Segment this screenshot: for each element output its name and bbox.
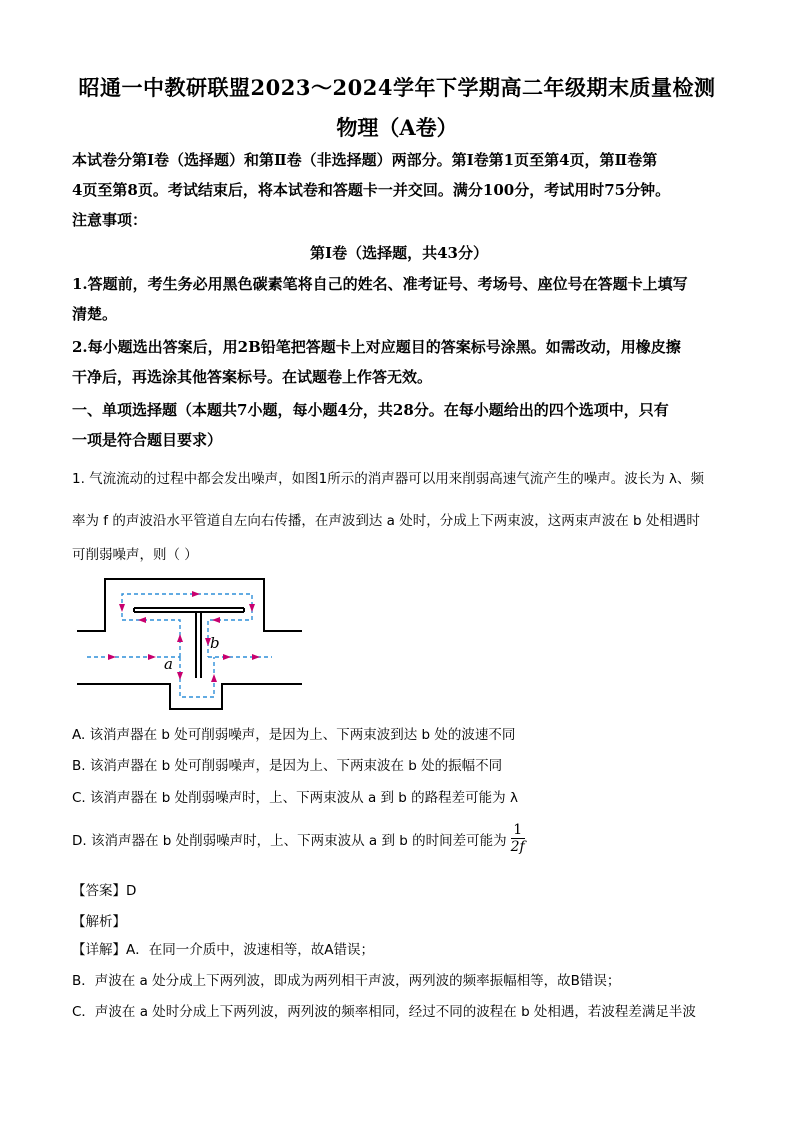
option-d: [72, 822, 732, 855]
note-1-line-1: 1.答题前，考生务必用黑色碳素笔将自己的姓名、准考证号、考场号、座位号在答题卡上填写: [72, 275, 688, 293]
notice-heading: 注意事项：: [72, 211, 148, 229]
point-a-label: a: [164, 655, 173, 673]
analysis-label: 【解析】: [72, 914, 126, 930]
part1-header-line-1: 一、单项选择题（本题共7小题，每小题4分，共28分。在每小题给出的四个选项中，只有: [72, 401, 669, 419]
analysis-line-1: 【详解】A．在同一介质中，波速相等，故A错误；: [72, 942, 374, 958]
question-1-line-3: 可削弱噪声，则（ ）: [72, 547, 198, 563]
fraction-numerator: 1: [511, 822, 525, 839]
muffler-outline: [77, 579, 302, 709]
section1-header: 第Ⅰ卷（选择题，共43分）: [310, 244, 488, 262]
part1-header-line-2: 一项是符合题目要求）: [72, 431, 223, 449]
option-a: A. 该消声器在 b 处可削弱噪声，是因为上、下两束波到达 b 处的波速不同: [72, 727, 516, 743]
intro-line-1: 本试卷分第Ⅰ卷（选择题）和第Ⅱ卷（非选择题）两部分。第Ⅰ卷第1页至第4页，第Ⅱ卷第: [72, 151, 658, 169]
question-1-line-2: 率为 f 的声波沿水平管道自左向右传播，在声波到达 a 处时，分成上下两束波，这两束声波在 b 处相遇时: [72, 513, 700, 529]
exam-subtitle: 物理（A卷）: [336, 115, 458, 140]
fraction-denominator: 2f: [510, 839, 525, 855]
note-1-line-2: 清楚。: [72, 305, 118, 323]
wave-arrows: [108, 591, 260, 682]
analysis-line-2: B．声波在 a 处分成上下两列波，即成为两列相干声波，两列波的频率振幅相等，故B错误；: [72, 973, 621, 989]
muffler-figure: [72, 574, 308, 714]
option-b: B. 该消声器在 b 处可削弱噪声，是因为上、下两束波在 b 处的振幅不同: [72, 758, 503, 774]
exam-title: 昭通一中教研联盟2023～2024学年下学期高二年级期末质量检测: [78, 75, 716, 100]
answer-label: 【答案】D: [72, 883, 137, 899]
option-c: C. 该消声器在 b 处削弱噪声时，上、下两束波从 a 到 b 的路程差可能为 λ: [72, 790, 518, 806]
option-d-fraction: [511, 822, 525, 855]
analysis-line-3: C．声波在 a 处时分成上下两列波，两列波的频率相同，经过不同的波程在 b 处相遇，若波程差满足半波: [72, 1004, 696, 1020]
option-d-text: D. 该消声器在 b 处削弱噪声时，上、下两束波从 a 到 b 的时间差可能为: [72, 832, 507, 849]
question-1-line-1: 1. 气流流动的过程中都会发出噪声，如图1所示的消声器可以用来削弱高速气流产生的噪声。波长为 λ、频: [72, 471, 705, 487]
note-2-line-2: 干净后，再选涂其他答案标号。在试题卷上作答无效。: [72, 368, 433, 386]
intro-line-2: 4页至第8页。考试结束后，将本试卷和答题卡一并交回。满分100分，考试用时75分钟。: [72, 181, 671, 199]
point-b-label: b: [210, 634, 220, 652]
note-2-line-1: 2.每小题选出答案后，用2B铅笔把答题卡上对应题目的答案标号涂黑。如需改动，用橡皮擦: [72, 338, 681, 356]
